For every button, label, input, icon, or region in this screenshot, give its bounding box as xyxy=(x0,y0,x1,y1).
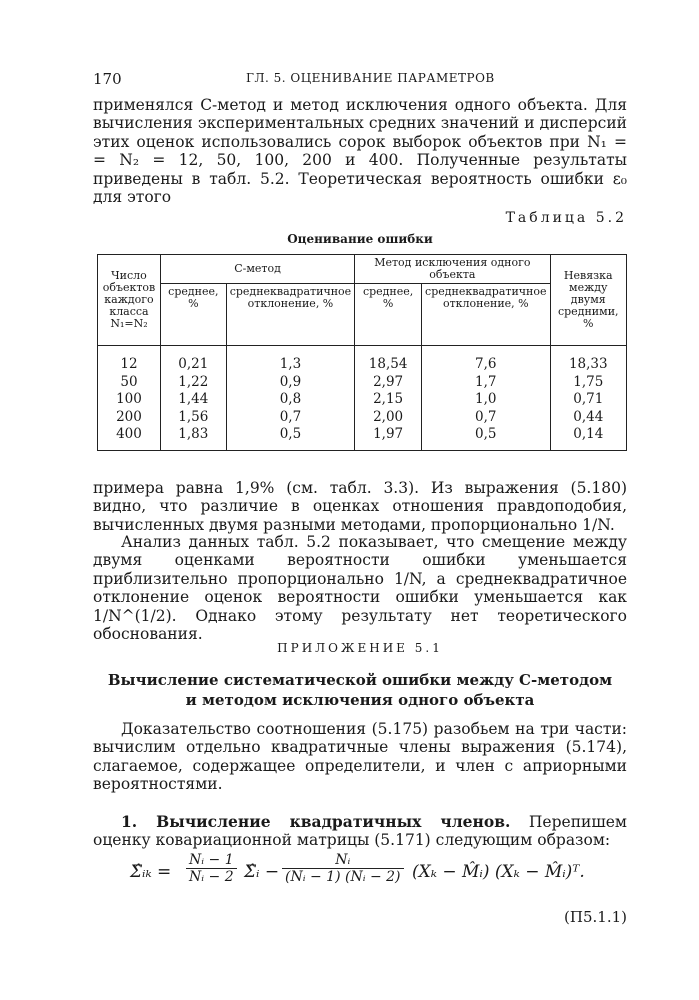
header-count: Число объектов каждого класса N₁=N₂ xyxy=(98,255,161,346)
subsection-text: Перепишем оценку ковариационной матрицы (5.171) следующим образом: xyxy=(93,813,627,850)
formula-fraction-2 xyxy=(282,852,404,885)
cell-loo-std: 1,7 xyxy=(422,374,550,392)
cell-c-std: 1,3 xyxy=(226,346,354,374)
header-c-mean: среднее, % xyxy=(160,284,226,346)
cell-c-mean: 1,83 xyxy=(160,426,226,450)
table-row xyxy=(98,346,627,374)
fraction-1-denominator: Nᵢ − 2 xyxy=(189,869,234,885)
paragraph-error-result: примера равна 1,9% (см. табл. 3.3). Из выражения (5.180) видно, что различие в оценках отношения правдоподобия, вычисленных двумя разными методами, пропорционально 1/N. xyxy=(93,479,627,534)
paragraph-analysis: Анализ данных табл. 5.2 показывает, что смещение между двумя оценками вероятности ошибки уменьшается приблизительно пропорционально 1/N, а среднеквадратичное отклонение оценок вероятности ошибки уменьшается как 1/N^(1/2). Однако этому результату нет теоретического обоснования. xyxy=(93,533,627,644)
cell-loo-std: 0,7 xyxy=(422,409,550,427)
cell-loo-mean: 2,00 xyxy=(355,409,422,427)
cell-c-std: 0,8 xyxy=(226,391,354,409)
section-title xyxy=(93,670,627,710)
cell-diff: 1,75 xyxy=(550,374,626,392)
subsection-heading: 1. Вычисление квадратичных членов. xyxy=(121,812,511,831)
section-title-line2: и методом исключения одного объекта xyxy=(185,691,535,709)
cell-loo-std: 0,5 xyxy=(422,426,550,450)
table-caption: Таблица 5.2 xyxy=(505,210,627,226)
appendix-label: ПРИЛОЖЕНИЕ 5.1 xyxy=(277,641,443,655)
formula-middle: Σ̂ᵢ − xyxy=(244,862,280,882)
cell-n: 12 xyxy=(98,346,161,374)
paragraph-quadratic xyxy=(93,813,627,850)
table-row xyxy=(98,409,627,427)
header-c-method: C-метод xyxy=(160,255,354,284)
cell-loo-mean: 2,15 xyxy=(355,391,422,409)
cell-n: 100 xyxy=(98,391,161,409)
equation-number: (П5.1.1) xyxy=(564,908,627,926)
fraction-2-numerator: Nᵢ xyxy=(282,852,404,869)
results-table xyxy=(97,254,627,451)
paragraph-intro: применялся C-метод и метод исключения одного объекта. Для вычисления экспериментальных средних значений и дисперсий этих оценок использовались сорок выборок объектов при N₁ = = N₂ = 12, 50, 100, 200 и 400. Полученные результаты приведены в табл. 5.2. Теоретическая вероятность ошибки ε₀ для этого xyxy=(93,96,627,207)
cell-loo-mean: 18,54 xyxy=(355,346,422,374)
section-title-line1: Вычисление систематической ошибки между C-методом xyxy=(107,671,613,689)
table-row xyxy=(98,391,627,409)
table-row xyxy=(98,374,627,392)
table-row xyxy=(98,426,627,450)
cell-diff: 0,14 xyxy=(550,426,626,450)
cell-c-mean: 1,56 xyxy=(160,409,226,427)
formula-p5-1-1 xyxy=(130,852,610,894)
cell-n: 400 xyxy=(98,426,161,450)
cell-diff: 18,33 xyxy=(550,346,626,374)
header-diff: Невязка между двумя средними, % xyxy=(550,255,626,346)
formula-fraction-1 xyxy=(186,852,237,885)
cell-loo-mean: 1,97 xyxy=(355,426,422,450)
paragraph-proof-intro: Доказательство соотношения (5.175) разобьем на три части: вычислим отдельно квадратичные члены выражения (5.174), слагаемое, содержащее определители, и член с априорными вероятностями. xyxy=(93,720,627,794)
cell-loo-std: 1,0 xyxy=(422,391,550,409)
cell-diff: 0,44 xyxy=(550,409,626,427)
table-title: Оценивание ошибки xyxy=(287,232,433,246)
cell-diff: 0,71 xyxy=(550,391,626,409)
header-loo-mean: среднее, % xyxy=(355,284,422,346)
page-number: 170 xyxy=(93,70,122,88)
cell-c-mean: 1,22 xyxy=(160,374,226,392)
header-loo-std: среднеквадратичное отклонение, % xyxy=(422,284,550,346)
header-loo-method: Метод исключения одного объекта xyxy=(355,255,550,284)
formula-lhs: Σ̂ᵢₖ = xyxy=(130,862,172,882)
cell-c-std: 0,9 xyxy=(226,374,354,392)
cell-c-std: 0,7 xyxy=(226,409,354,427)
fraction-2-denominator: (Nᵢ − 1) (Nᵢ − 2) xyxy=(285,869,401,885)
cell-c-std: 0,5 xyxy=(226,426,354,450)
cell-c-mean: 1,44 xyxy=(160,391,226,409)
cell-loo-std: 7,6 xyxy=(422,346,550,374)
fraction-1-numerator: Nᵢ − 1 xyxy=(186,852,237,869)
cell-c-mean: 0,21 xyxy=(160,346,226,374)
header-c-std: среднеквадратичное отклонение, % xyxy=(226,284,354,346)
formula-tail: (Xₖ − M̂ᵢ) (Xₖ − M̂ᵢ)ᵀ. xyxy=(412,862,585,882)
cell-loo-mean: 2,97 xyxy=(355,374,422,392)
chapter-header: ГЛ. 5. ОЦЕНИВАНИЕ ПАРАМЕТРОВ xyxy=(246,71,495,85)
cell-n: 50 xyxy=(98,374,161,392)
cell-n: 200 xyxy=(98,409,161,427)
